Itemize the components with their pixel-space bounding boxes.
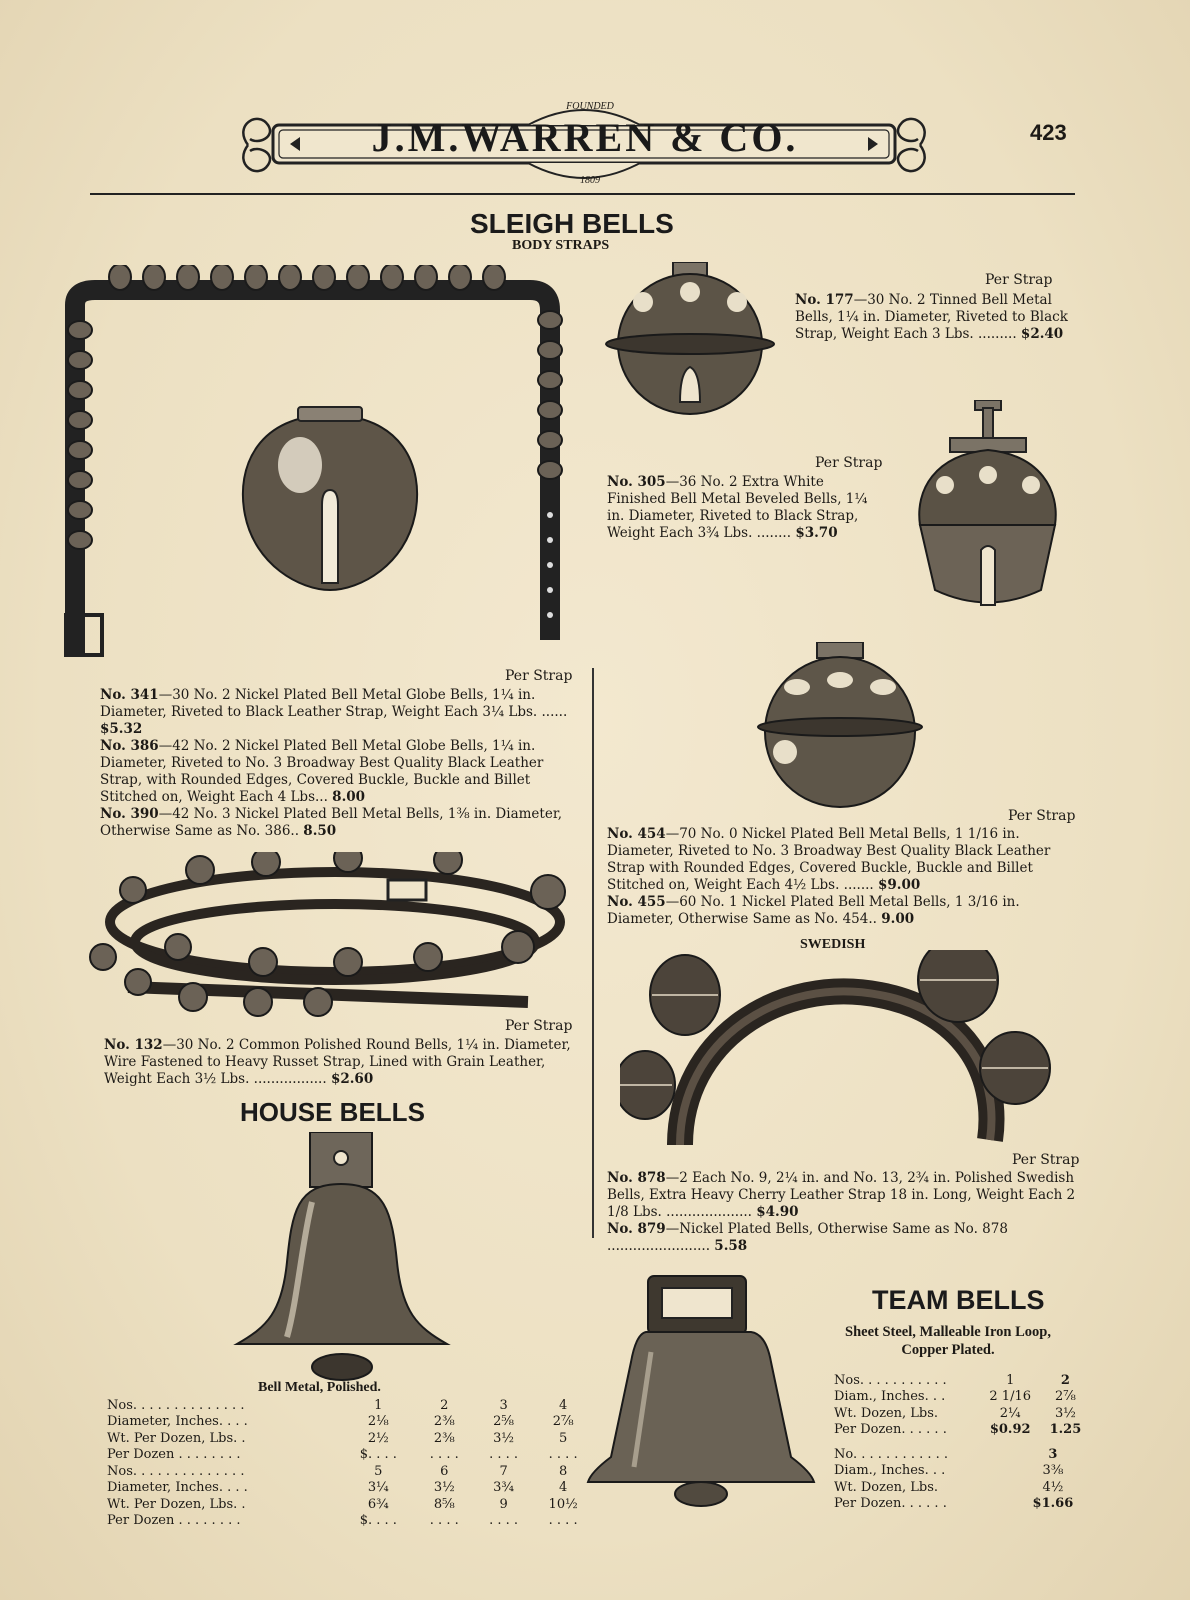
team-bells-subtitle: Sheet Steel, Malleable Iron Loop, Copper Plated.	[845, 1324, 1051, 1358]
item-455-price: 9.00	[881, 911, 915, 927]
house-row-label: Per Dozen . . . . . . . .	[107, 1447, 241, 1463]
team-cell: 2¼	[999, 1405, 1021, 1421]
house-row-label: Wt. Per Dozen, Lbs. .	[107, 1430, 246, 1446]
house-cell: 9	[499, 1496, 508, 1512]
house-cell: 3½	[493, 1430, 515, 1446]
team-row-nos	[830, 1372, 1090, 1389]
house-cell: 8	[558, 1463, 568, 1479]
house-spec-table	[103, 1397, 593, 1529]
team-row-label: Diam., Inches. . .	[834, 1463, 946, 1479]
team-cell: 4½	[1042, 1479, 1064, 1495]
item-132-desc: —30 No. 2 Common Polished Round Bells, 1¼ in. Diameter, Wire Fastened to Heavy Russet Strap, Lined with Grain Leather, Weight Each 3½ Lbs.	[104, 1037, 571, 1087]
item-879: No. 879—Nickel Plated Bells, Otherwise Same as No. 878 ........................ 5.58	[607, 1221, 1008, 1254]
house-cell: 4	[558, 1397, 568, 1413]
house-row-price-2	[103, 1513, 593, 1530]
item-390-number: No. 390	[100, 806, 159, 822]
house-row-label: Diameter, Inches. . . .	[107, 1480, 248, 1496]
house-cell: $. . . .	[359, 1447, 397, 1463]
item-305: No. 305—36 No. 2 Extra White Finished Bell Metal Beveled Bells, 1¼ in. Diameter, Riveted to Black Strap, Weight Each 3¾ Lbs. ........ $3.70	[607, 474, 868, 541]
team-row-diam-3	[830, 1463, 1090, 1480]
item-390-desc: —42 No. 3 Nickel Plated Bell Metal Bells, 1⅜ in. Diameter, Otherwise Same as No. 386..	[100, 806, 563, 839]
item-454-price: $9.00	[878, 877, 921, 893]
item-390-price: 8.50	[303, 823, 337, 839]
item-878-price: $4.90	[756, 1204, 799, 1220]
team-row-label: Per Dozen. . . . . .	[834, 1496, 947, 1512]
team-cell: $0.92	[989, 1422, 1031, 1438]
house-cell: 2⅜	[433, 1430, 455, 1446]
item-341-number: No. 341	[100, 687, 159, 703]
house-cell: 5	[374, 1463, 383, 1479]
column-divider	[592, 668, 594, 1238]
item-305-price: $3.70	[795, 525, 838, 541]
per-strap-305: Per Strap	[815, 455, 883, 471]
per-strap-132: Per Strap	[505, 1018, 573, 1034]
team-row-weight	[830, 1405, 1090, 1422]
team-row-label: Wt. Dozen, Lbs.	[834, 1479, 939, 1495]
team-row-label: Per Dozen. . . . . .	[834, 1422, 947, 1438]
item-341-desc: —30 No. 2 Nickel Plated Bell Metal Globe Bells, 1¼ in. Diameter, Riveted to Black Leather Strap, Weight Each 3¼ Lbs.	[100, 687, 538, 720]
item-879-number: No. 879	[607, 1221, 666, 1237]
page-number: 423	[1030, 120, 1067, 145]
swedish-bells-illustration	[620, 950, 1070, 1150]
house-cell: 3¼	[367, 1480, 389, 1496]
house-cell: 2⅞	[552, 1414, 574, 1430]
house-cell: . . . .	[429, 1447, 459, 1463]
team-row-price	[830, 1422, 1090, 1439]
house-cell: 8⅝	[433, 1496, 455, 1512]
house-cell: . . . .	[548, 1513, 578, 1529]
header-rule	[90, 193, 1075, 195]
bell-454-illustration	[755, 642, 925, 812]
per-strap-878: Per Strap	[1012, 1152, 1080, 1168]
item-177-price: $2.40	[1020, 326, 1064, 342]
team-row-label: Diam., Inches. . .	[834, 1389, 946, 1405]
sleigh-bells-title: SLEIGH BELLS	[470, 208, 674, 239]
house-row-price-1	[103, 1447, 593, 1464]
item-390	[100, 806, 580, 840]
item-386-number: No. 386	[100, 738, 159, 754]
item-879-desc: —Nickel Plated Bells, Otherwise Same as No. 878	[665, 1221, 1008, 1237]
team-row-no-3	[830, 1446, 1090, 1463]
item-878: No. 878—2 Each No. 9, 2¼ in. and No. 13, 2¾ in. Polished Swedish Bells, Extra Heavy Cherry Leather Strap 18 in. Long, Weight Each 2 1/8 Lbs. .................... $4.90	[607, 1170, 1076, 1220]
house-cell: 2⅜	[433, 1414, 455, 1430]
item-177-desc: —30 No. 2 Tinned Bell Metal Bells, 1¼ in. Diameter, Riveted to Black Strap, Weight Each 3 Lbs.	[795, 292, 1068, 342]
house-cell: 5	[558, 1430, 568, 1446]
item-454: No. 454—70 No. 0 Nickel Plated Bell Metal Bells, 1 1/16 in. Diameter, Riveted to No. 3 Broadway Best Quality Black Leather Strap with Rounded Edges, Covered Buckle, Buckle and Billet Stitched on, Weight Each 4½ Lbs. ....... $9.00	[607, 826, 1051, 893]
team-spec-table-2	[830, 1446, 1090, 1512]
per-strap-177: Per Strap	[985, 272, 1053, 288]
house-cell: $. . . .	[359, 1513, 397, 1529]
body-strap-illustration	[60, 265, 590, 665]
team-bell-illustration	[586, 1272, 831, 1512]
item-454-number: No. 454	[607, 826, 666, 842]
items-454-455	[607, 826, 1082, 928]
team-cell: 2⅞	[1055, 1389, 1076, 1405]
item-386-price: 8.00	[332, 789, 366, 805]
house-cell: 4	[558, 1480, 568, 1496]
items-878-879	[607, 1170, 1085, 1255]
item-132-number: No. 132	[104, 1037, 163, 1053]
team-cell: 3½	[1055, 1405, 1076, 1421]
house-cell: 1	[374, 1397, 383, 1413]
brand-name: J.M.WARREN & CO.	[371, 115, 799, 160]
house-row-nos-2	[103, 1463, 593, 1480]
house-cell: 6¾	[367, 1496, 389, 1512]
bell-177-illustration	[605, 262, 775, 422]
item-878-desc: —2 Each No. 9, 2¼ in. and No. 13, 2¾ in. Polished Swedish Bells, Extra Heavy Cherry Leather Strap 18 in. Long, Weight Each 2 1/8 Lbs.	[607, 1170, 1076, 1220]
team-cell: 2 1/16	[989, 1389, 1031, 1405]
team-cell: 3	[1048, 1446, 1058, 1462]
team-table-2	[830, 1446, 1090, 1512]
house-cell: 2⅝	[493, 1414, 515, 1430]
team-cell: 1	[1006, 1372, 1015, 1388]
bell-305-illustration	[905, 400, 1085, 620]
team-row-label: Nos. . . . . . . . . . .	[834, 1372, 947, 1388]
house-row-label: Nos. . . . . . . . . . . . . .	[107, 1397, 245, 1413]
house-row-diameter-1	[103, 1414, 593, 1431]
item-341: No. 341—30 No. 2 Nickel Plated Bell Metal Globe Bells, 1¼ in. Diameter, Riveted to Black Leather Strap, Weight Each 3¼ Lbs. ...... $5.32	[100, 687, 568, 737]
house-row-label: Diameter, Inches. . . .	[107, 1414, 248, 1430]
per-strap-341: Per Strap	[505, 668, 573, 684]
house-row-label: Wt. Per Dozen, Lbs. .	[107, 1496, 246, 1512]
house-cell: 3¾	[493, 1480, 515, 1496]
item-454-desc: —70 No. 0 Nickel Plated Bell Metal Bells, 1 1/16 in. Diameter, Riveted to No. 3 Broadway Best Quality Black Leather Strap with Rounded Edges, Covered Buckle, Buckle and Billet Stitched on, Weight Each 4½ Lbs.	[607, 826, 1051, 893]
item-455	[607, 894, 1082, 928]
team-cell: 2	[1060, 1372, 1070, 1388]
team-spec-table-1	[830, 1372, 1090, 1438]
team-cell: $1.66	[1032, 1496, 1074, 1512]
item-305-number: No. 305	[607, 474, 666, 490]
swedish-label: SWEDISH	[800, 937, 866, 952]
item-386-desc: —42 No. 2 Nickel Plated Bell Metal Globe Bells, 1¼ in. Diameter, Riveted to No. 3 Broadway Best Quality Black Leather Strap, with Rounded Edges, Covered Buckle, Buckle and Billet Stitched on, Weight Each 4 Lbs...	[100, 738, 544, 805]
per-strap-454: Per Strap	[1008, 808, 1076, 824]
house-bells-title: HOUSE BELLS	[240, 1097, 425, 1127]
house-cell: 7	[499, 1463, 508, 1479]
item-132-price: $2.60	[330, 1071, 374, 1087]
item-878-number: No. 878	[607, 1170, 666, 1186]
house-row-diameter-2	[103, 1480, 593, 1497]
house-cell: 10½	[548, 1496, 578, 1512]
house-bells-table	[103, 1397, 593, 1529]
house-row-label: Per Dozen . . . . . . . .	[107, 1513, 241, 1529]
item-305-desc: —36 No. 2 Extra White Finished Bell Metal Beveled Bells, 1¼ in. Diameter, Riveted to Black Strap, Weight Each 3¾ Lbs.	[607, 474, 868, 541]
body-straps-subtitle: BODY STRAPS	[512, 238, 610, 253]
item-177-number: No. 177	[795, 292, 854, 308]
house-cell: 3	[499, 1397, 508, 1413]
house-cell: 2½	[367, 1430, 389, 1446]
house-cell: 3½	[433, 1480, 455, 1496]
team-cell: 3⅜	[1042, 1463, 1064, 1479]
house-row-label: Nos. . . . . . . . . . . . . .	[107, 1463, 245, 1479]
item-879-price: 5.58	[714, 1238, 748, 1254]
house-row-nos-1	[103, 1397, 593, 1414]
house-cell: . . . .	[489, 1447, 519, 1463]
item-177: No. 177—30 No. 2 Tinned Bell Metal Bells, 1¼ in. Diameter, Riveted to Black Strap, Weight Each 3 Lbs. ......... $2.40	[795, 292, 1068, 342]
team-row-weight-3	[830, 1479, 1090, 1496]
team-row-label: Wt. Dozen, Lbs.	[834, 1405, 939, 1421]
house-cell: 2⅛	[367, 1414, 389, 1430]
item-386	[100, 738, 580, 806]
house-row-weight-2	[103, 1496, 593, 1513]
item-132: No. 132—30 No. 2 Common Polished Round Bells, 1¼ in. Diameter, Wire Fastened to Heavy Russet Strap, Lined with Grain Leather, Weight Each 3½ Lbs. ................. $2.60	[104, 1037, 571, 1087]
item-455-desc: —60 No. 1 Nickel Plated Bell Metal Bells, 1 3/16 in. Diameter, Otherwise Same as No. 454..	[607, 894, 1020, 927]
team-table-1	[830, 1372, 1090, 1438]
house-table-title: Bell Metal, Polished.	[258, 1380, 381, 1395]
house-cell: 6	[440, 1463, 449, 1479]
house-cell: . . . .	[429, 1513, 459, 1529]
team-bells-title: TEAM BELLS	[872, 1285, 1045, 1315]
house-cell: . . . .	[489, 1513, 519, 1529]
founded-label: FOUNDED	[566, 101, 614, 112]
team-row-diam	[830, 1389, 1090, 1406]
house-cell: 2	[440, 1397, 449, 1413]
team-row-price-3	[830, 1496, 1090, 1513]
item-455-number: No. 455	[607, 894, 666, 910]
team-cell: 1.25	[1049, 1422, 1082, 1438]
founded-year: 1809	[580, 175, 600, 186]
team-row-label: No. . . . . . . . . . . .	[834, 1446, 949, 1462]
coiled-strap-illustration	[88, 852, 583, 1022]
item-341-price: $5.32	[100, 721, 143, 737]
house-bell-illustration	[232, 1132, 457, 1382]
items-341-386-390	[100, 687, 580, 840]
house-cell: . . . .	[548, 1447, 578, 1463]
house-row-weight-1	[103, 1430, 593, 1447]
